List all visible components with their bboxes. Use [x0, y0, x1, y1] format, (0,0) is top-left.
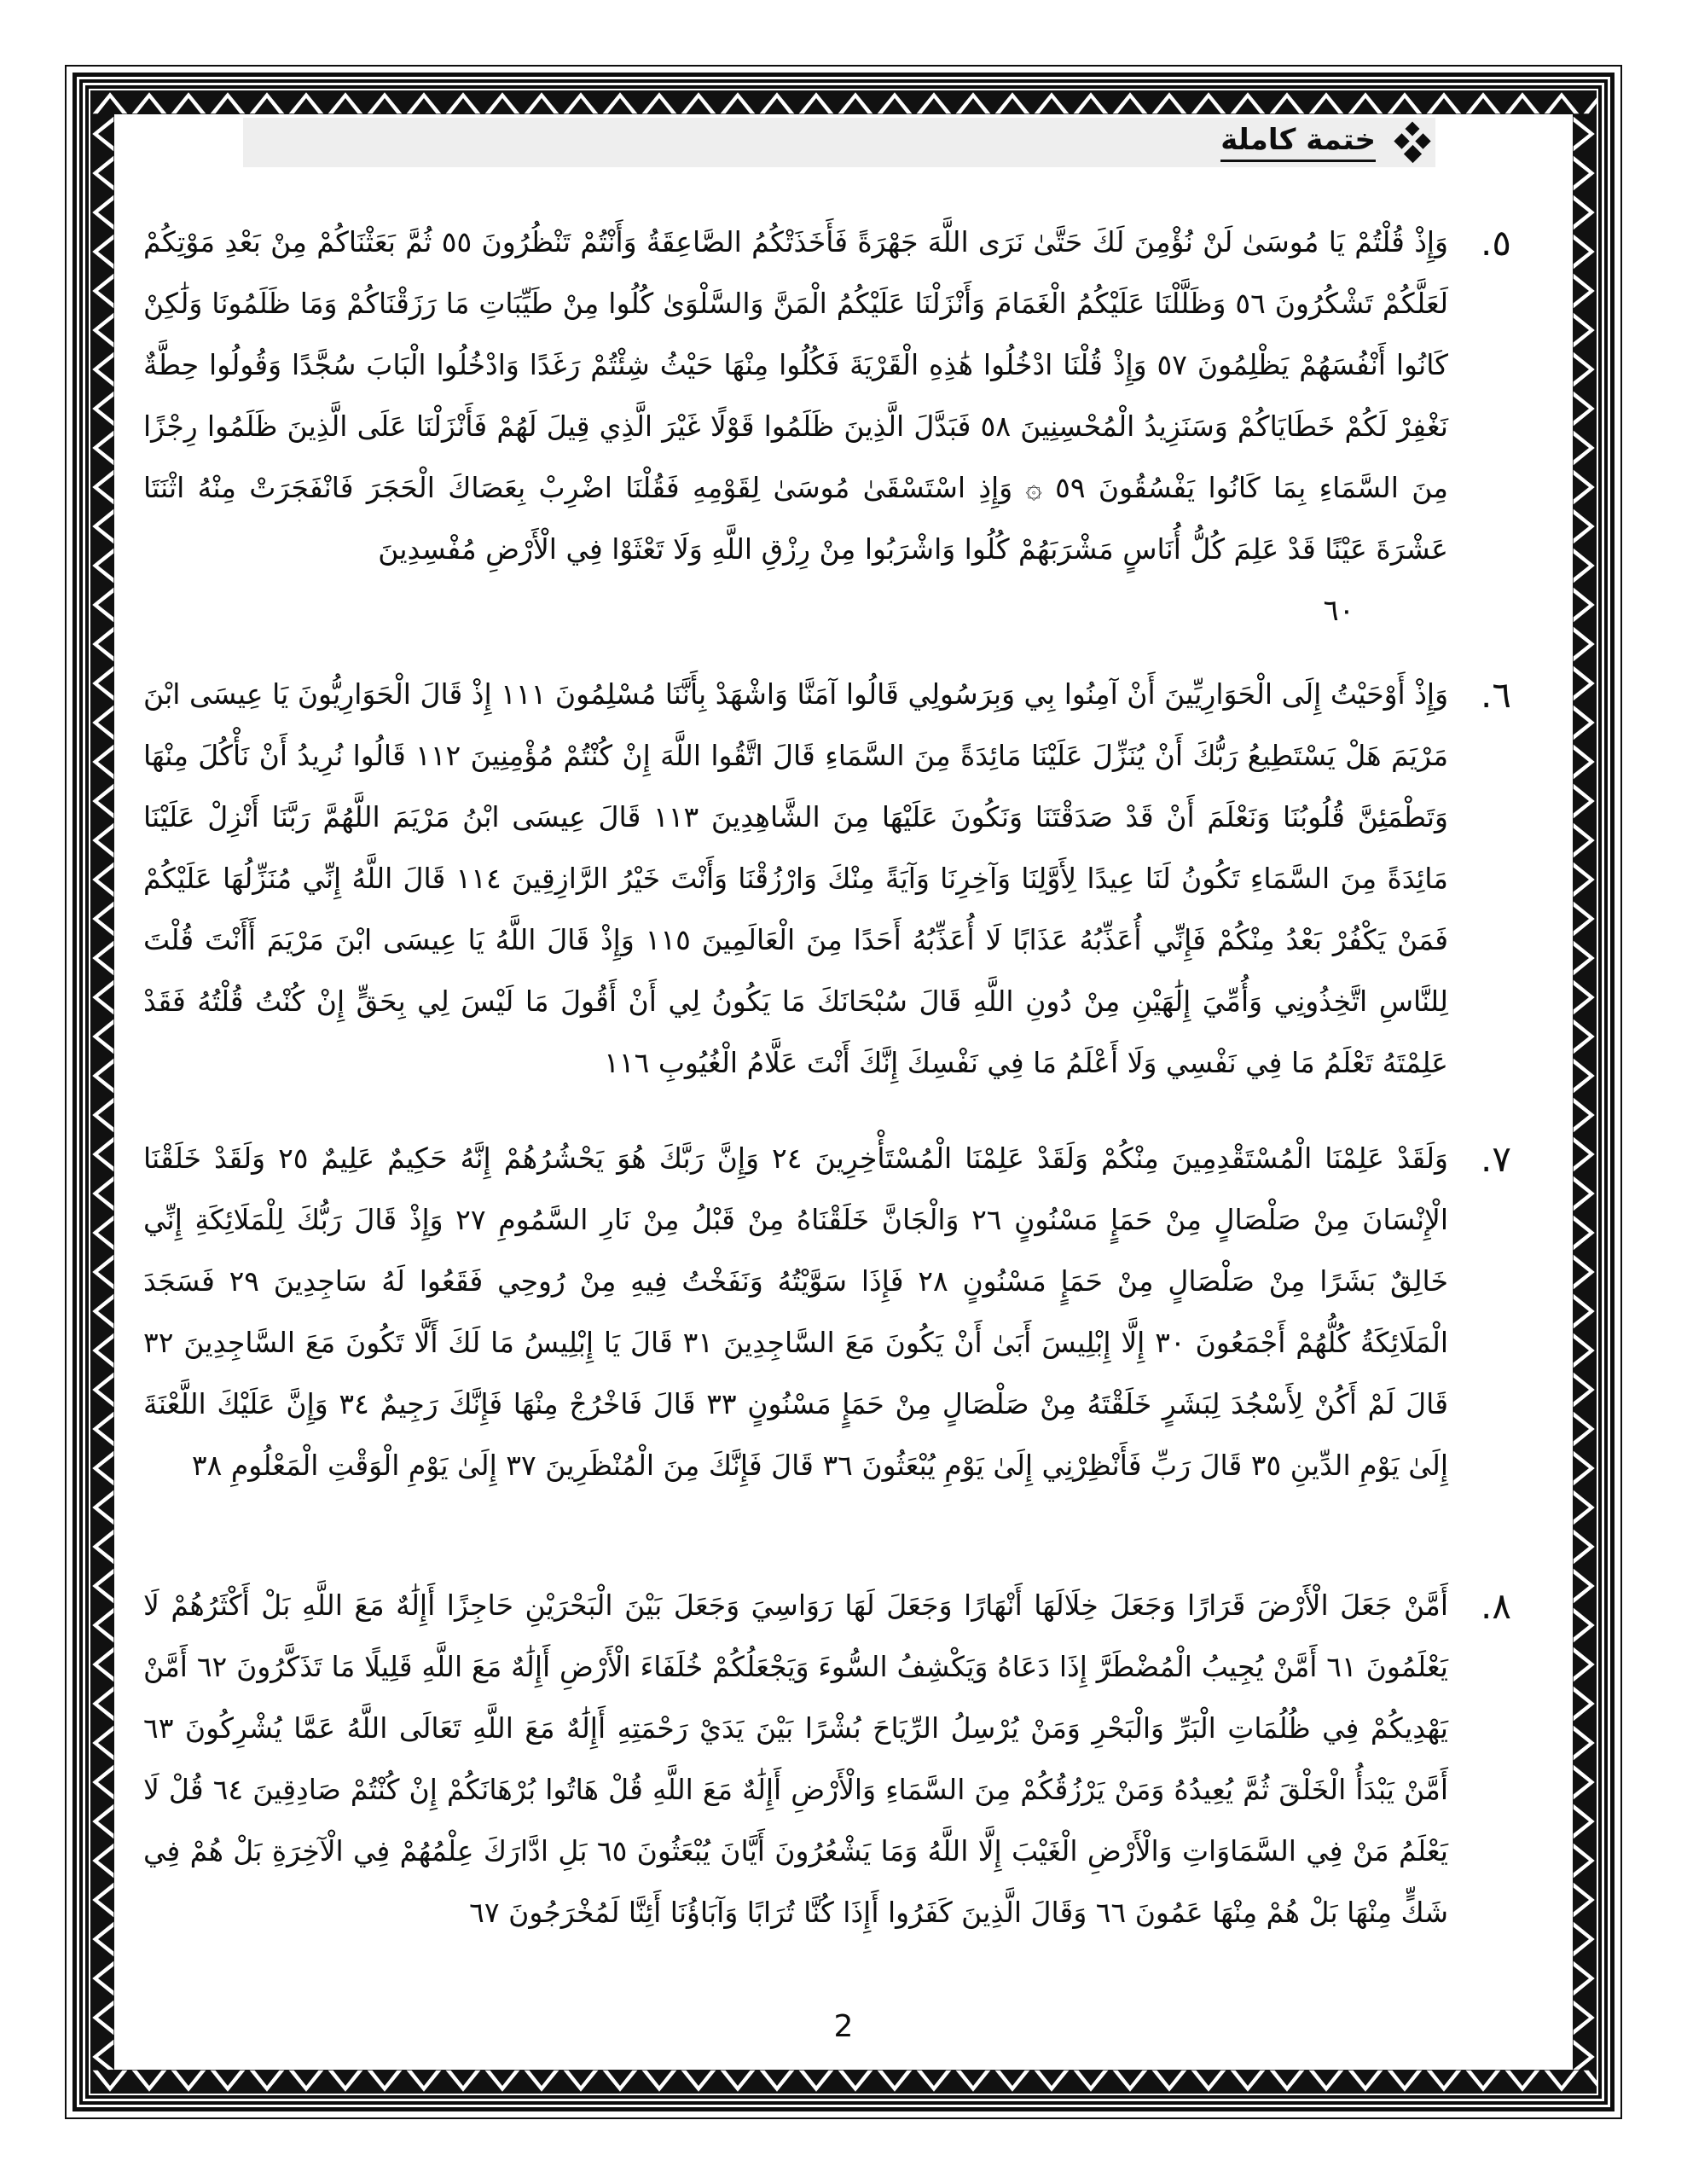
list-item-8 [143, 1575, 1544, 1943]
list-item-5 [143, 212, 1544, 642]
list-number: ٨. [1481, 1585, 1511, 1627]
border-triangles-top-icon [90, 90, 1597, 114]
page-number: 2 [833, 2009, 854, 2044]
verse-number-line: ٦٠ [1323, 594, 1354, 628]
header-title: ختمة كاملة [1220, 123, 1376, 162]
list-item-7 [143, 1128, 1544, 1496]
header [243, 118, 1435, 167]
four-diamonds-icon [1394, 123, 1430, 162]
border-triangles-left-icon [90, 114, 114, 2070]
verse-text: وَإِذْ قُلْتُمْ يَا مُوسَىٰ لَنْ نُؤْمِنَ لَكَ حَتَّىٰ نَرَى اللَّهَ جَهْرَةً فَأَخَذَتْكُمُ الصَّاعِقَةُ وَأَنْتُمْ تَنْظُرُونَ ٥٥ ثُمَّ بَعَثْنَاكُمْ مِنْ بَعْدِ مَوْتِكُمْ لَعَلَّكُمْ تَشْكُرُونَ ٥٦ وَظَلَّلْنَا عَلَيْكُمُ الْغَمَامَ وَأَنْزَلْنَا عَلَيْكُمُ الْمَنَّ وَالسَّلْوَىٰ كُلُوا مِنْ طَيِّبَاتِ مَا رَزَقْنَاكُمْ وَمَا ظَلَمُونَا وَلَٰكِنْ كَانُوا أَنْفُسَهُمْ يَظْلِمُونَ ٥٧ وَإِذْ قُلْنَا ادْخُلُوا هَٰذِهِ الْقَرْيَةَ فَكُلُوا مِنْهَا حَيْثُ شِئْتُمْ رَغَدًا وَادْخُلُوا الْبَابَ سُجَّدًا وَقُولُوا حِطَّةٌ نَغْفِرْ لَكُمْ خَطَايَاكُمْ وَسَنَزِيدُ الْمُحْسِنِينَ ٥٨ فَبَدَّلَ الَّذِينَ ظَلَمُوا قَوْلًا غَيْرَ الَّذِي قِيلَ لَهُمْ فَأَنْزَلْنَا عَلَى الَّذِينَ ظَلَمُوا رِجْزًا مِنَ السَّمَاءِ بِمَا كَانُوا يَفْسُقُونَ ٥٩ ۞ وَإِذِ اسْتَسْقَىٰ مُوسَىٰ لِقَوْمِهِ فَقُلْنَا اضْرِبْ بِعَصَاكَ الْحَجَرَ فَانْفَجَرَتْ مِنْهُ اثْنَتَا عَشْرَةَ عَيْنًا قَدْ عَلِمَ كُلُّ أُنَاسٍ مَشْرَبَهُمْ كُلُوا وَاشْرَبُوا مِنْ رِزْقِ اللَّهِ وَلَا تَعْثَوْا فِي الْأَرْضِ مُفْسِدِينَ [143, 225, 1449, 566]
verse-body [143, 664, 1448, 1094]
list-number: ٥. [1481, 222, 1511, 264]
border-triangles-right-icon [1573, 114, 1597, 2070]
list-number: ٧. [1481, 1138, 1511, 1180]
verse-body [143, 1128, 1448, 1496]
list-item-6 [143, 664, 1544, 1094]
verse-text: وَلَقَدْ عَلِمْنَا الْمُسْتَقْدِمِينَ مِنْكُمْ وَلَقَدْ عَلِمْنَا الْمُسْتَأْخِرِينَ ٢٤ وَإِنَّ رَبَّكَ هُوَ يَحْشُرُهُمْ إِنَّهُ حَكِيمٌ عَلِيمٌ ٢٥ وَلَقَدْ خَلَقْنَا الْإِنْسَانَ مِنْ صَلْصَالٍ مِنْ حَمَإٍ مَسْنُونٍ ٢٦ وَالْجَانَّ خَلَقْنَاهُ مِنْ قَبْلُ مِنْ نَارِ السَّمُومِ ٢٧ وَإِذْ قَالَ رَبُّكَ لِلْمَلَائِكَةِ إِنِّي خَالِقٌ بَشَرًا مِنْ صَلْصَالٍ مِنْ حَمَإٍ مَسْنُونٍ ٢٨ فَإِذَا سَوَّيْتُهُ وَنَفَخْتُ فِيهِ مِنْ رُوحِي فَقَعُوا لَهُ سَاجِدِينَ ٢٩ فَسَجَدَ الْمَلَائِكَةُ كُلُّهُمْ أَجْمَعُونَ ٣٠ إِلَّا إِبْلِيسَ أَبَىٰ أَنْ يَكُونَ مَعَ السَّاجِدِينَ ٣١ قَالَ يَا إِبْلِيسُ مَا لَكَ أَلَّا تَكُونَ مَعَ السَّاجِدِينَ ٣٢ قَالَ لَمْ أَكُنْ لِأَسْجُدَ لِبَشَرٍ خَلَقْتَهُ مِنْ صَلْصَالٍ مِنْ حَمَإٍ مَسْنُونٍ ٣٣ قَالَ فَاخْرُجْ مِنْهَا فَإِنَّكَ رَجِيمٌ ٣٤ وَإِنَّ عَلَيْكَ اللَّعْنَةَ إِلَىٰ يَوْمِ الدِّينِ ٣٥ قَالَ رَبِّ فَأَنْظِرْنِي إِلَىٰ يَوْمِ يُبْعَثُونَ ٣٦ قَالَ فَإِنَّكَ مِنَ الْمُنْظَرِينَ ٣٧ إِلَىٰ يَوْمِ الْوَقْتِ الْمَعْلُومِ ٣٨ [143, 1141, 1449, 1482]
verse-text: أَمَّنْ جَعَلَ الْأَرْضَ قَرَارًا وَجَعَلَ خِلَالَهَا أَنْهَارًا وَجَعَلَ لَهَا رَوَاسِيَ وَجَعَلَ بَيْنَ الْبَحْرَيْنِ حَاجِزًا أَإِلَٰهٌ مَعَ اللَّهِ بَلْ أَكْثَرُهُمْ لَا يَعْلَمُونَ ٦١ أَمَّنْ يُجِيبُ الْمُضْطَرَّ إِذَا دَعَاهُ وَيَكْشِفُ السُّوءَ وَيَجْعَلُكُمْ خُلَفَاءَ الْأَرْضِ أَإِلَٰهٌ مَعَ اللَّهِ قَلِيلًا مَا تَذَكَّرُونَ ٦٢ أَمَّنْ يَهْدِيكُمْ فِي ظُلُمَاتِ الْبَرِّ وَالْبَحْرِ وَمَنْ يُرْسِلُ الرِّيَاحَ بُشْرًا بَيْنَ يَدَيْ رَحْمَتِهِ أَإِلَٰهٌ مَعَ اللَّهِ تَعَالَى اللَّهُ عَمَّا يُشْرِكُونَ ٦٣ أَمَّنْ يَبْدَأُ الْخَلْقَ ثُمَّ يُعِيدُهُ وَمَنْ يَرْزُقُكُمْ مِنَ السَّمَاءِ وَالْأَرْضِ أَإِلَٰهٌ مَعَ اللَّهِ قُلْ هَاتُوا بُرْهَانَكُمْ إِنْ كُنْتُمْ صَادِقِينَ ٦٤ قُلْ لَا يَعْلَمُ مَنْ فِي السَّمَاوَاتِ وَالْأَرْضِ الْغَيْبَ إِلَّا اللَّهُ وَمَا يَشْعُرُونَ أَيَّانَ يُبْعَثُونَ ٦٥ بَلِ ادَّارَكَ عِلْمُهُمْ فِي الْآخِرَةِ بَلْ هُمْ فِي شَكٍّ مِنْهَا بَلْ هُمْ مِنْهَا عَمُونَ ٦٦ وَقَالَ الَّذِينَ كَفَرُوا أَإِذَا كُنَّا تُرَابًا وَآبَاؤُنَا أَئِنَّا لَمُخْرَجُونَ ٦٧ [143, 1589, 1448, 1929]
verse-text: وَإِذْ أَوْحَيْتُ إِلَى الْحَوَارِيِّينَ أَنْ آمِنُوا بِي وَبِرَسُولِي قَالُوا آمَنَّا وَاشْهَدْ بِأَنَّنَا مُسْلِمُونَ ١١١ إِذْ قَالَ الْحَوَارِيُّونَ يَا عِيسَى ابْنَ مَرْيَمَ هَلْ يَسْتَطِيعُ رَبُّكَ أَنْ يُنَزِّلَ عَلَيْنَا مَائِدَةً مِنَ السَّمَاءِ قَالَ اتَّقُوا اللَّهَ إِنْ كُنْتُمْ مُؤْمِنِينَ ١١٢ قَالُوا نُرِيدُ أَنْ نَأْكُلَ مِنْهَا وَتَطْمَئِنَّ قُلُوبُنَا وَنَعْلَمَ أَنْ قَدْ صَدَقْتَنَا وَنَكُونَ عَلَيْهَا مِنَ الشَّاهِدِينَ ١١٣ قَالَ عِيسَى ابْنُ مَرْيَمَ اللَّهُمَّ رَبَّنَا أَنْزِلْ عَلَيْنَا مَائِدَةً مِنَ السَّمَاءِ تَكُونُ لَنَا عِيدًا لِأَوَّلِنَا وَآخِرِنَا وَآيَةً مِنْكَ وَارْزُقْنَا وَأَنْتَ خَيْرُ الرَّازِقِينَ ١١٤ قَالَ اللَّهُ إِنِّي مُنَزِّلُهَا عَلَيْكُمْ فَمَنْ يَكْفُرْ بَعْدُ مِنْكُمْ فَإِنِّي أُعَذِّبُهُ عَذَابًا لَا أُعَذِّبُهُ أَحَدًا مِنَ الْعَالَمِينَ ١١٥ وَإِذْ قَالَ اللَّهُ يَا عِيسَى ابْنَ مَرْيَمَ أَأَنْتَ قُلْتَ لِلنَّاسِ اتَّخِذُونِي وَأُمِّيَ إِلَٰهَيْنِ مِنْ دُونِ اللَّهِ قَالَ سُبْحَانَكَ مَا يَكُونُ لِي أَنْ أَقُولَ مَا لَيْسَ لِي بِحَقٍّ إِنْ كُنْتُ قُلْتُهُ فَقَدْ عَلِمْتَهُ تَعْلَمُ مَا فِي نَفْسِي وَلَا أَعْلَمُ مَا فِي نَفْسِكَ إِنَّكَ أَنْتَ عَلَّامُ الْغُيُوبِ ١١٦ [143, 677, 1449, 1079]
verse-body [143, 212, 1448, 642]
verse-body [143, 1575, 1448, 1943]
border-triangles-bottom-icon [90, 2070, 1597, 2094]
list-number: ٦. [1481, 674, 1511, 716]
